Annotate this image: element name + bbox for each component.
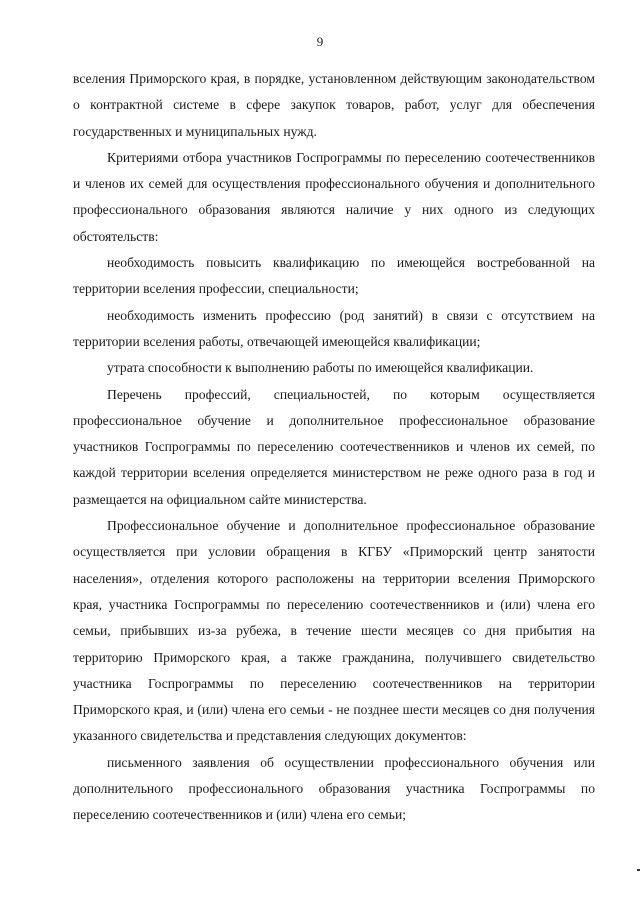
paragraph: письменного заявления об осуществлении профессионального обучения или дополнительного профессионального образования участника Госпрограммы по переселению соотечественников и (или) члена его семьи; bbox=[73, 754, 595, 823]
paragraph: Перечень профессий, специальностей, по которым осуществляется профессиональное обучение и дополнительное профессиональное образование участников Госпрограммы по переселению соотечественников и членов их семей, по каждой территории вселения определяется министерством не реже одного раза в год и размещается на официальном сайте министерства. bbox=[73, 386, 595, 507]
paragraph: необходимость повысить квалификацию по имеющейся востребованной на территории вселения профессии, специальности; bbox=[73, 255, 595, 297]
document-body bbox=[73, 66, 595, 829]
paragraph: необходимость изменить профессию (род занятий) в связи с отсутствием на территории вселения работы, отвечающей имеющейся квалификации; bbox=[73, 307, 595, 349]
page-number: 9 bbox=[316, 34, 324, 49]
paragraph: вселения Приморского края, в порядке, установленном действующим законодательством о контрактной системе в сфере закупок товаров, работ, услуг для обеспечения государственных и муниципальных нужд. bbox=[73, 71, 595, 139]
paragraph: Критериями отбора участников Госпрограммы по переселению соотечественников и членов их семей для осуществления профессионального обучения и дополнительного профессионального образования являются наличие у них одного из следующих обстоятельств: bbox=[73, 149, 595, 244]
paragraph: утрата способности к выполнению работы по имеющейся квалификации. bbox=[107, 360, 534, 376]
paragraph: Профессиональное обучение и дополнительное профессиональное образование осуществляется при условии обращения в КГБУ «Приморский центр занятости населения», отделения которого расположены на территории вселения Приморского края, участника Госпрограммы по переселению соотечественников и (или) члена его семьи, прибывших из-за рубежа, в течение шести месяцев со дня прибытия на территорию Приморского края, а также гражданина, получившего свидетельство участника Госпрограммы по переселению соотечественников на территории Приморского края, и (или) члена его семьи - не позднее шести месяцев со дня получения указанного свидетельства и представления следующих документов: bbox=[73, 518, 595, 744]
